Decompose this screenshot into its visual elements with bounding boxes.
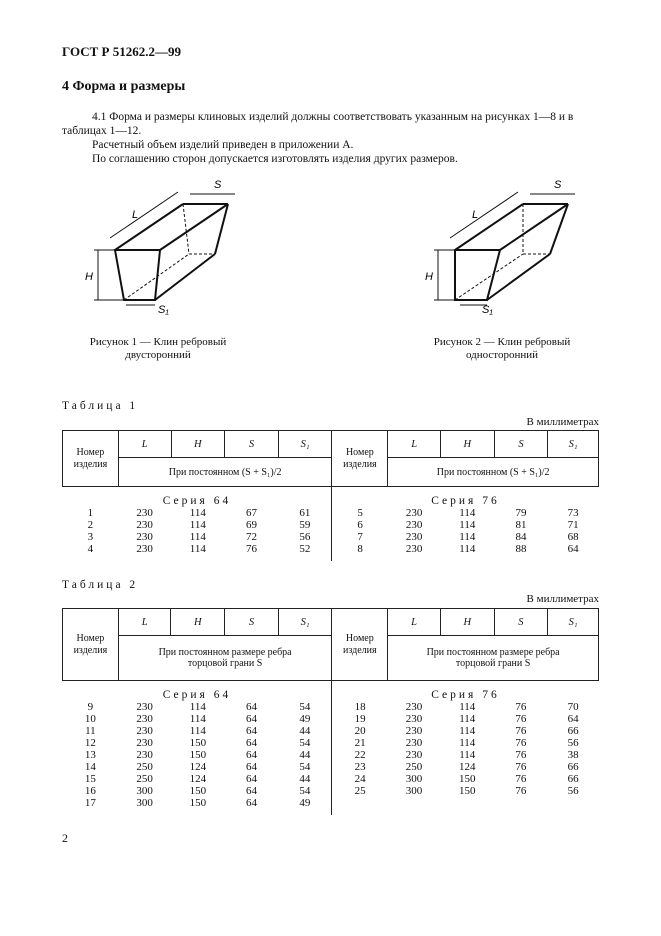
table-2-left-cell: 150 bbox=[189, 737, 207, 749]
table-2-right-empty-cell bbox=[548, 797, 599, 809]
fig2-label-H: H bbox=[425, 271, 433, 283]
table-2-right-empty-cell bbox=[332, 797, 388, 809]
table-bottom-padding bbox=[63, 809, 599, 815]
padding-cell bbox=[332, 555, 599, 561]
table-2-right-cell: 64 bbox=[567, 713, 579, 725]
table-1-right-cell: 114 bbox=[459, 543, 476, 555]
table-2-right-cell: 23 bbox=[354, 761, 366, 773]
table-1-right-cell: 84 bbox=[515, 531, 527, 543]
figure-2-caption bbox=[392, 336, 612, 362]
table-row bbox=[63, 713, 599, 725]
table-2-right-cell: 76 bbox=[515, 701, 527, 713]
figure-1-wedge-double bbox=[80, 168, 250, 318]
table-1-right-cell: 6 bbox=[357, 519, 363, 531]
table-row bbox=[63, 543, 599, 555]
table-2-right-cell: 250 bbox=[405, 761, 423, 773]
table-2-col-S-left: S bbox=[225, 609, 279, 636]
table-2-left-cell: 44 bbox=[278, 725, 332, 737]
table-2-left-cell: 230 bbox=[136, 737, 153, 749]
table-2-right-cell: 230 bbox=[405, 701, 423, 713]
table-1-left-cell: 230 bbox=[136, 531, 153, 543]
fig2-label-S1: S₁ bbox=[482, 304, 493, 316]
table-2-right-cell: 76 bbox=[515, 773, 527, 785]
table-1-left-cell: 114 bbox=[189, 507, 206, 519]
table-2-left-cell: 150 bbox=[189, 749, 207, 761]
fig2-label-S: S bbox=[554, 179, 562, 191]
table-2-title: Таблица 2 bbox=[62, 579, 139, 591]
table-1-left-cell: 114 bbox=[189, 543, 206, 555]
table-2-left-cell: 114 bbox=[189, 701, 206, 713]
table-2-left-cell: 64 bbox=[245, 773, 257, 785]
table-row bbox=[63, 761, 599, 773]
table-1-left-cell: 230 bbox=[136, 519, 153, 531]
table-2-right-cell: 76 bbox=[515, 785, 527, 797]
table-2-right-cell: 66 bbox=[567, 725, 579, 737]
paragraph-agreement: По соглашению сторон допускается изготовлять изделия других размеров. bbox=[92, 153, 458, 165]
table-2-right-cell: 150 bbox=[459, 773, 476, 785]
table-2-left-cell: 64 bbox=[245, 749, 257, 761]
table-2-col-S1-left: S₁ bbox=[278, 609, 332, 636]
table-2-right-empty-cell bbox=[440, 797, 494, 809]
table-1-left-cell: 114 bbox=[189, 519, 206, 531]
table-2-left-cell: 9 bbox=[87, 701, 94, 713]
figure-2-wedge-single bbox=[420, 168, 590, 318]
table-1-col-H-right: H bbox=[440, 431, 494, 458]
document-code: ГОСТ Р 51262.2—99 bbox=[62, 44, 181, 59]
table-2-series-right: Серия 76 bbox=[431, 689, 500, 701]
table-2-right-cell: 230 bbox=[405, 725, 423, 737]
table-2-left-cell: 44 bbox=[278, 773, 332, 785]
table-2-right-cell: 76 bbox=[515, 713, 527, 725]
table-2-right-cell: 24 bbox=[354, 773, 366, 785]
table-2-right-cell: 20 bbox=[354, 725, 366, 737]
section-title: 4 Форма и размеры bbox=[62, 79, 186, 94]
table-2-right-cell: 19 bbox=[354, 713, 366, 725]
table-2-col-L-left: L bbox=[118, 609, 171, 636]
table-1-note-left: При постоянном (S + S₁)/2 bbox=[118, 458, 332, 487]
table-2-col-H-right: H bbox=[440, 609, 494, 636]
table-1-left-cell: 4 bbox=[87, 543, 94, 555]
table-row bbox=[63, 785, 599, 797]
figure-1-caption bbox=[48, 336, 268, 362]
table-2-right-cell: 66 bbox=[567, 761, 579, 773]
table-1-title: Таблица 1 bbox=[62, 400, 139, 412]
table-1-col-num-left: Номер изделия bbox=[63, 431, 119, 487]
table-1-col-S1-left: S₁ bbox=[278, 431, 332, 458]
table-1-body bbox=[63, 507, 599, 561]
table-row bbox=[63, 773, 599, 785]
table-1-col-S-left: S bbox=[225, 431, 279, 458]
table-1-right-cell: 114 bbox=[459, 531, 476, 543]
table-2-right-cell: 66 bbox=[567, 773, 579, 785]
table-2-body bbox=[63, 701, 599, 815]
fig1-label-S1: S₁ bbox=[158, 304, 169, 316]
table-2-right-cell: 18 bbox=[354, 701, 366, 713]
figure-1-caption-line2: двусторонний bbox=[125, 349, 191, 361]
table-2-right-cell: 230 bbox=[405, 749, 423, 761]
figure-2-caption-line1: Рисунок 2 — Клин ребровый bbox=[433, 336, 571, 348]
table-2-left-cell: 250 bbox=[136, 773, 153, 785]
table-1-right-cell: 230 bbox=[405, 519, 423, 531]
table-2-units: В миллиметрах bbox=[526, 593, 599, 605]
table-2-left-cell: 124 bbox=[189, 773, 207, 785]
table-1-left-cell: 1 bbox=[87, 507, 94, 519]
table-1-col-S-right: S bbox=[494, 431, 548, 458]
table-2-left-cell: 124 bbox=[189, 761, 207, 773]
table-2-left-cell: 230 bbox=[136, 749, 153, 761]
table-2-col-S1-right: S₁ bbox=[548, 609, 599, 636]
table-1-series-left: Серия 64 bbox=[63, 487, 332, 508]
table-1-col-num-right: Номер изделия bbox=[332, 431, 388, 487]
table-1-left-cell: 230 bbox=[136, 543, 153, 555]
table-2-right-cell: 76 bbox=[515, 725, 527, 737]
table-2-left-cell: 150 bbox=[189, 797, 207, 809]
table-2-left-cell: 64 bbox=[245, 701, 257, 713]
table-1-col-L-right: L bbox=[388, 431, 441, 458]
table-2-right-cell: 114 bbox=[459, 737, 476, 749]
table-1-right-cell: 114 bbox=[459, 519, 476, 531]
figure-1-caption-line1: Рисунок 1 — Клин ребровый bbox=[89, 336, 227, 348]
figure-2-caption-line2: односторонний bbox=[465, 349, 539, 361]
table-1-left-cell: 114 bbox=[189, 531, 206, 543]
table-2-left-cell: 150 bbox=[189, 785, 207, 797]
table-2-left-cell: 250 bbox=[136, 761, 153, 773]
fig1-label-H: H bbox=[85, 271, 93, 283]
table-2-left-cell: 12 bbox=[84, 737, 96, 749]
table-2-right-cell: 56 bbox=[567, 785, 579, 797]
padding-cell bbox=[63, 555, 332, 561]
table-2-note-left: При постоянном размере ребра торцовой грани S bbox=[118, 636, 332, 681]
table-1-left-cell: 72 bbox=[245, 531, 257, 543]
table-1-units: В миллиметрах bbox=[526, 416, 599, 428]
table-row bbox=[63, 737, 599, 749]
table-2-left-cell: 17 bbox=[84, 797, 96, 809]
table-1-note-right: При постоянном (S + S₁)/2 bbox=[388, 458, 599, 487]
table-2-right-cell: 114 bbox=[459, 749, 476, 761]
table-2-left-cell: 13 bbox=[84, 749, 96, 761]
table-1-right-cell: 230 bbox=[405, 543, 423, 555]
table-2-left-cell: 64 bbox=[245, 785, 257, 797]
fig1-label-S: S bbox=[214, 179, 222, 191]
table-1-left-cell: 61 bbox=[278, 507, 332, 519]
table-2-left-cell: 15 bbox=[84, 773, 96, 785]
table-row bbox=[63, 701, 599, 713]
table-2-left-cell: 49 bbox=[278, 797, 332, 809]
table-2-right-cell: 38 bbox=[567, 749, 579, 761]
table-2-left-cell: 44 bbox=[278, 749, 332, 761]
padding-cell bbox=[332, 809, 599, 815]
table-1-left-cell: 67 bbox=[245, 507, 257, 519]
table-2-left-cell: 114 bbox=[189, 725, 206, 737]
table-1-right-cell: 64 bbox=[567, 543, 579, 555]
table-2-right-cell: 114 bbox=[459, 713, 476, 725]
table-2-col-S-right: S bbox=[494, 609, 548, 636]
table-2-right-empty-cell bbox=[494, 797, 548, 809]
table-1-right-cell: 68 bbox=[567, 531, 579, 543]
table-2-right-cell: 76 bbox=[515, 737, 527, 749]
table-2-left-cell: 64 bbox=[245, 725, 257, 737]
table-1-right-cell: 230 bbox=[405, 531, 423, 543]
table-2-col-H-left: H bbox=[171, 609, 225, 636]
table-2-right-cell: 56 bbox=[567, 737, 579, 749]
table-2-left-cell: 10 bbox=[84, 713, 96, 725]
table-1-right-cell: 79 bbox=[515, 507, 527, 519]
table-2-right-cell: 76 bbox=[515, 749, 527, 761]
table-2-right-empty-cell bbox=[388, 797, 441, 809]
table-2-left-cell: 54 bbox=[278, 701, 332, 713]
table-2-left-cell: 230 bbox=[136, 701, 153, 713]
table-2-col-num-left: Номер изделия bbox=[63, 609, 119, 681]
page-number: 2 bbox=[62, 831, 68, 845]
table-1-right-cell: 88 bbox=[515, 543, 527, 555]
fig1-label-L: L bbox=[132, 209, 139, 221]
table-2-left-cell: 16 bbox=[84, 785, 96, 797]
table-2-right-cell: 21 bbox=[354, 737, 366, 749]
table-2-right-cell: 230 bbox=[405, 737, 423, 749]
table-2-left-cell: 230 bbox=[136, 713, 153, 725]
table-2-right-cell: 124 bbox=[459, 761, 476, 773]
table-1-right-cell: 71 bbox=[567, 519, 579, 531]
paragraph-4-1: 4.1 Форма и размеры клиновых изделий должны соответствовать указанным на рисунках 1—8 и в таблицах 1—12. bbox=[62, 111, 574, 137]
table-row bbox=[63, 507, 599, 519]
table-2-right-cell: 114 bbox=[459, 725, 476, 737]
table-2-left-cell: 114 bbox=[189, 713, 206, 725]
table-row bbox=[63, 725, 599, 737]
table-1-right-cell: 73 bbox=[567, 507, 579, 519]
table-1-col-L-left: L bbox=[118, 431, 171, 458]
table-2-right-cell: 22 bbox=[354, 749, 366, 761]
table-2-left-cell: 49 bbox=[278, 713, 332, 725]
table-1-series-right: Серия 76 bbox=[431, 495, 500, 507]
table-2-left-cell: 54 bbox=[278, 761, 332, 773]
table-1-right-cell: 114 bbox=[459, 507, 476, 519]
table-2-left-cell: 54 bbox=[278, 785, 332, 797]
table-2-left-cell: 300 bbox=[136, 797, 153, 809]
table-2-right-cell: 70 bbox=[567, 701, 579, 713]
table-2-left-cell: 64 bbox=[245, 797, 257, 809]
table-2-left-cell: 64 bbox=[245, 737, 257, 749]
table-1-left-cell: 76 bbox=[245, 543, 257, 555]
table-2-col-L-right: L bbox=[388, 609, 441, 636]
table-1-col-S1-right: S₁ bbox=[548, 431, 599, 458]
table-1 bbox=[62, 430, 599, 561]
table-row bbox=[63, 531, 599, 543]
table-2-right-cell: 230 bbox=[405, 713, 423, 725]
table-1-left-cell: 59 bbox=[278, 519, 332, 531]
table-2-right-cell: 300 bbox=[405, 785, 423, 797]
table-row bbox=[63, 797, 599, 809]
table-1-left-cell: 3 bbox=[87, 531, 94, 543]
fig2-label-L: L bbox=[472, 209, 479, 221]
table-2-left-cell: 14 bbox=[84, 761, 96, 773]
table-1-col-H-left: H bbox=[171, 431, 225, 458]
table-2-left-cell: 230 bbox=[136, 725, 153, 737]
table-2-left-cell: 300 bbox=[136, 785, 153, 797]
table-1-left-cell: 69 bbox=[245, 519, 257, 531]
table-1-left-cell: 52 bbox=[278, 543, 332, 555]
table-1-right-cell: 7 bbox=[357, 531, 363, 543]
table-2-right-cell: 150 bbox=[459, 785, 476, 797]
table-2-left-cell: 64 bbox=[245, 761, 257, 773]
table-1-left-cell: 230 bbox=[136, 507, 153, 519]
table-2-right-cell: 76 bbox=[515, 761, 527, 773]
table-1-right-cell: 5 bbox=[357, 507, 363, 519]
table-2-right-cell: 25 bbox=[354, 785, 366, 797]
table-1-right-cell: 8 bbox=[357, 543, 363, 555]
table-bottom-padding bbox=[63, 555, 599, 561]
table-2-col-num-right: Номер изделия bbox=[332, 609, 388, 681]
table-2-left-cell: 54 bbox=[278, 737, 332, 749]
table-2-left-cell: 11 bbox=[85, 725, 96, 737]
table-2-right-cell: 300 bbox=[405, 773, 423, 785]
table-2-right-cell: 114 bbox=[459, 701, 476, 713]
table-2-series-left: Серия 64 bbox=[63, 681, 332, 702]
table-2-note-right: При постоянном размере ребра торцовой грани S bbox=[388, 636, 599, 681]
paragraph-volume: Расчетный объем изделий приведен в приложении А. bbox=[92, 139, 354, 151]
table-1-left-cell: 2 bbox=[87, 519, 94, 531]
table-1-right-cell: 230 bbox=[405, 507, 423, 519]
table-row bbox=[63, 749, 599, 761]
table-1-right-cell: 81 bbox=[515, 519, 527, 531]
table-2-left-cell: 64 bbox=[245, 713, 257, 725]
table-1-left-cell: 56 bbox=[278, 531, 332, 543]
padding-cell bbox=[63, 809, 332, 815]
table-2 bbox=[62, 608, 599, 815]
table-row bbox=[63, 519, 599, 531]
